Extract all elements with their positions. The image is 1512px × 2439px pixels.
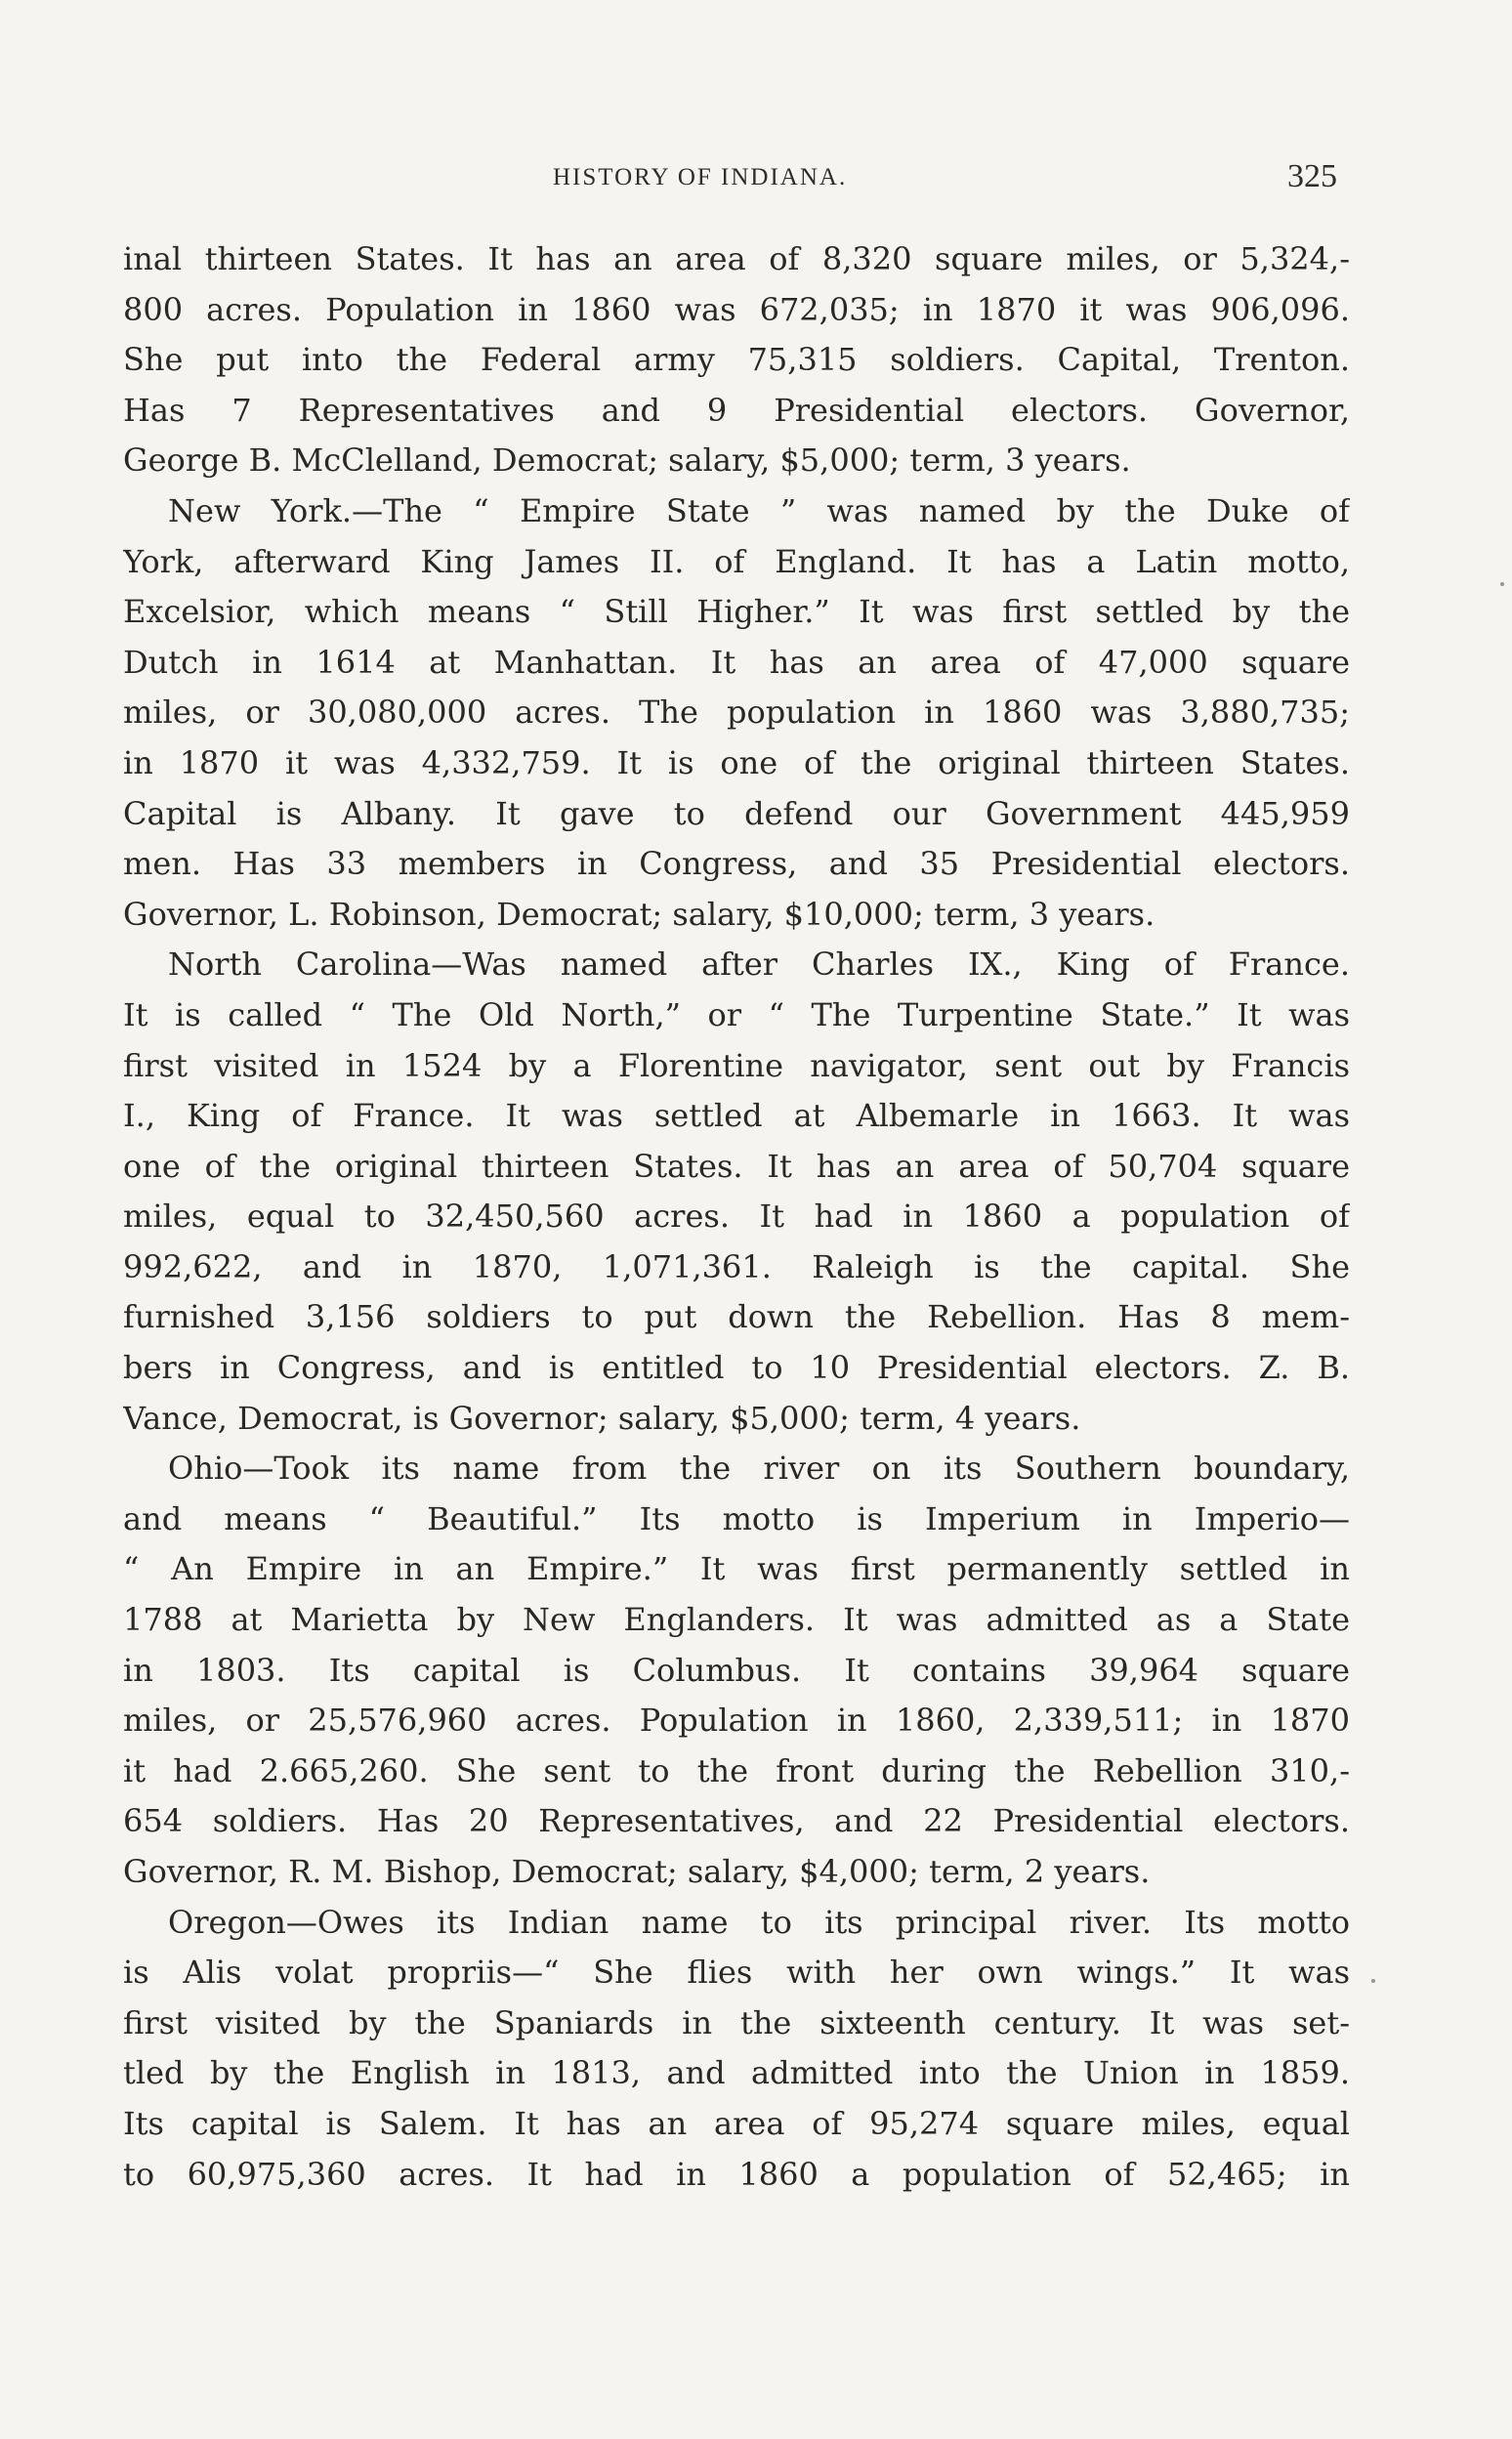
text-line: inal thirteen States. It has an area of 8,320 square miles, or 5,324,-	[123, 240, 1350, 277]
text-line: and means “ Beautiful.” Its motto is Imperium in Imperio—	[123, 1499, 1350, 1537]
text-line: tled by the English in 1813, and admitted into the Union in 1859.	[123, 2054, 1350, 2092]
page-header	[0, 160, 1512, 199]
text-line: miles, equal to 32,450,560 acres. It had in 1860 a population of	[123, 1198, 1350, 1236]
text-line: Its capital is Salem. It has an area of 95,274 square miles, equal	[123, 2104, 1350, 2142]
text-line: 654 soldiers. Has 20 Representatives, and 22 Presidential electors.	[123, 1802, 1350, 1840]
text-line: New York.—The “ Empire State ” was named by the Duke of	[168, 491, 1350, 529]
text-line: Governor, L. Robinson, Democrat; salary, $10,000; term, 3 years.	[123, 895, 1155, 933]
running-title: HISTORY OF INDIANA.	[553, 164, 848, 190]
text-line: Dutch in 1614 at Manhattan. It has an area of 47,000 square	[123, 643, 1350, 681]
text-line: 1788 at Marietta by New Englanders. It was admitted as a State	[123, 1601, 1350, 1639]
text-line: miles, or 25,576,960 acres. Population in 1860, 2,339,511; in 1870	[123, 1702, 1350, 1740]
text-line: first visited by the Spaniards in the sixteenth century. It was set-	[123, 2003, 1350, 2041]
text-line: men. Has 33 members in Congress, and 35 Presidential electors.	[123, 845, 1350, 883]
text-line: Capital is Albany. It gave to defend our Government 445,959	[123, 794, 1350, 832]
text-line: bers in Congress, and is entitled to 10 Presidential electors. Z. B.	[123, 1349, 1350, 1387]
text-line: Ohio—Took its name from the river on its Southern boundary,	[168, 1450, 1350, 1488]
text-line: North Carolina—Was named after Charles IX., King of France.	[168, 946, 1350, 984]
text-line: Oregon—Owes its Indian name to its principal river. Its motto	[168, 1903, 1350, 1941]
text-line: to 60,975,360 acres. It had in 1860 a population of 52,465; in	[123, 2155, 1350, 2193]
page-number: 325	[1287, 158, 1337, 194]
body-text	[123, 234, 1350, 2200]
text-line: “ An Empire in an Empire.” It was first permanently settled in	[123, 1550, 1350, 1588]
text-line: first visited in 1524 by a Florentine navigator, sent out by Francis	[123, 1046, 1350, 1084]
text-line: Excelsior, which means “ Still Higher.” It was first settled by the	[123, 593, 1350, 631]
text-line: furnished 3,156 soldiers to put down the Rebellion. Has 8 mem-	[123, 1298, 1350, 1336]
paper-speck	[1371, 1979, 1375, 1983]
text-line: George B. McClelland, Democrat; salary, $5,000; term, 3 years.	[123, 442, 1131, 480]
text-line: Has 7 Representatives and 9 Presidential electors. Governor,	[123, 391, 1350, 429]
text-line: it had 2.665,260. She sent to the front during the Rebellion 310,-	[123, 1751, 1350, 1789]
text-line: Vance, Democrat, is Governor; salary, $5,000; term, 4 years.	[123, 1399, 1081, 1437]
text-line: York, afterward King James II. of England. It has a Latin motto,	[123, 542, 1350, 580]
text-line: She put into the Federal army 75,315 soldiers. Capital, Trenton.	[123, 341, 1350, 379]
text-line: in 1870 it was 4,332,759. It is one of the original thirteen States.	[123, 743, 1350, 781]
text-line: 800 acres. Population in 1860 was 672,035; in 1870 it was 906,096.	[123, 290, 1350, 328]
text-line: one of the original thirteen States. It has an area of 50,704 square	[123, 1147, 1350, 1185]
text-line: I., King of France. It was settled at Albemarle in 1663. It was	[123, 1097, 1350, 1135]
text-line: 992,622, and in 1870, 1,071,361. Raleigh is the capital. She	[123, 1247, 1350, 1285]
paper-speck	[1500, 582, 1504, 586]
text-line: in 1803. Its capital is Columbus. It contains 39,964 square	[123, 1651, 1350, 1689]
text-line: is Alis volat propriis—“ She flies with her own wings.” It was	[123, 1954, 1350, 1992]
text-line: miles, or 30,080,000 acres. The population in 1860 was 3,880,735;	[123, 694, 1350, 732]
text-line: It is called “ The Old North,” or “ The Turpentine State.” It was	[123, 995, 1350, 1033]
text-line: Governor, R. M. Bishop, Democrat; salary, $4,000; term, 2 years.	[123, 1853, 1151, 1890]
